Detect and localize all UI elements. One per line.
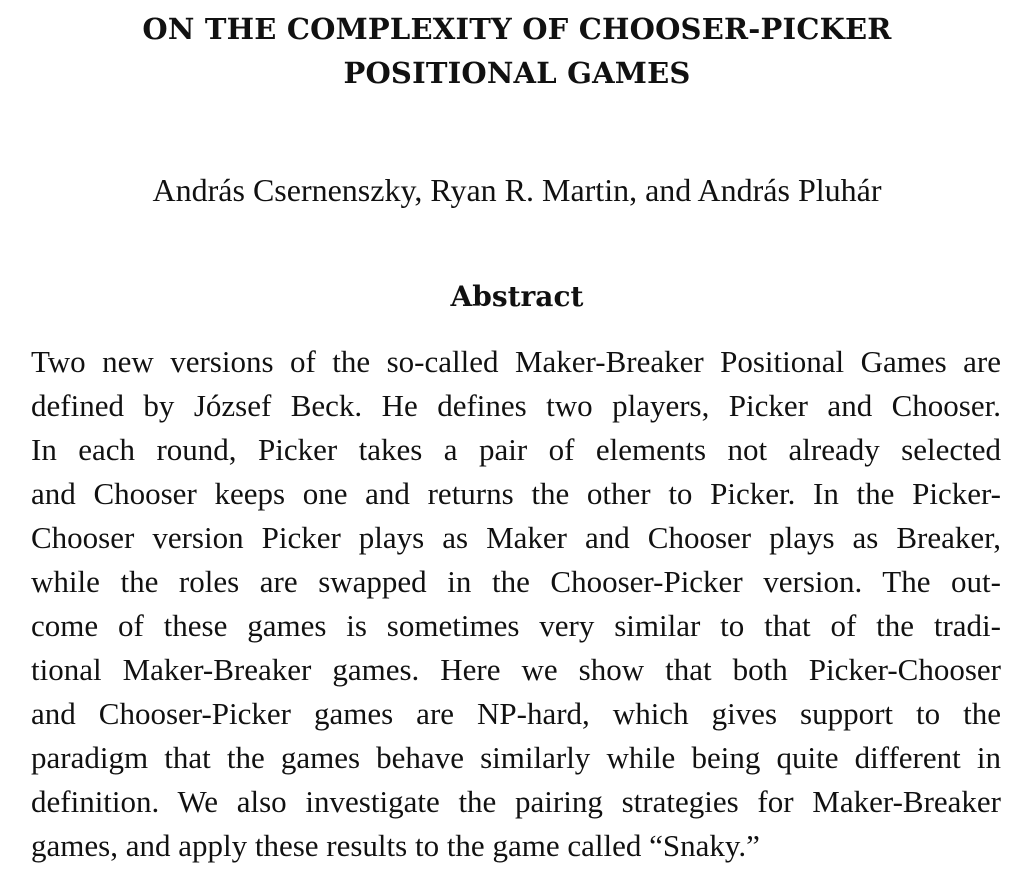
abstract-line: games, and apply these results to the game called “Snaky.”	[31, 828, 760, 863]
paper-title-line-1: ON THE COMPLEXITY OF CHOOSER-PICKER	[142, 12, 892, 46]
abstract-line: definition. We also investigate the pairing strategies for Maker-Breaker	[31, 784, 1001, 819]
abstract-line: come of these games is sometimes very similar to that of the tradi-	[31, 608, 1001, 643]
abstract-line: defined by József Beck. He defines two players, Picker and Chooser.	[31, 388, 1001, 423]
abstract-line: paradigm that the games behave similarly while being quite different in	[31, 740, 1001, 775]
abstract-line: Two new versions of the so-called Maker-Breaker Positional Games are	[31, 344, 1001, 379]
abstract-line: and Chooser keeps one and returns the other to Picker. In the Picker-	[31, 476, 1001, 511]
abstract-line: and Chooser-Picker games are NP-hard, which gives support to the	[31, 696, 1001, 731]
paper-title-line-2: POSITIONAL GAMES	[343, 56, 691, 90]
abstract-body	[31, 340, 1001, 868]
paper-authors: András Csernenszky, Ryan R. Martin, and András Pluhár	[152, 172, 882, 208]
abstract-line: Chooser version Picker plays as Maker and Chooser plays as Breaker,	[31, 520, 1001, 555]
abstract-line: tional Maker-Breaker games. Here we show that both Picker-Chooser	[31, 652, 1001, 687]
abstract-line: In each round, Picker takes a pair of elements not already selected	[31, 432, 1001, 467]
abstract-line: while the roles are swapped in the Chooser-Picker version. The out-	[31, 564, 1001, 599]
abstract-heading: Abstract	[450, 280, 584, 313]
